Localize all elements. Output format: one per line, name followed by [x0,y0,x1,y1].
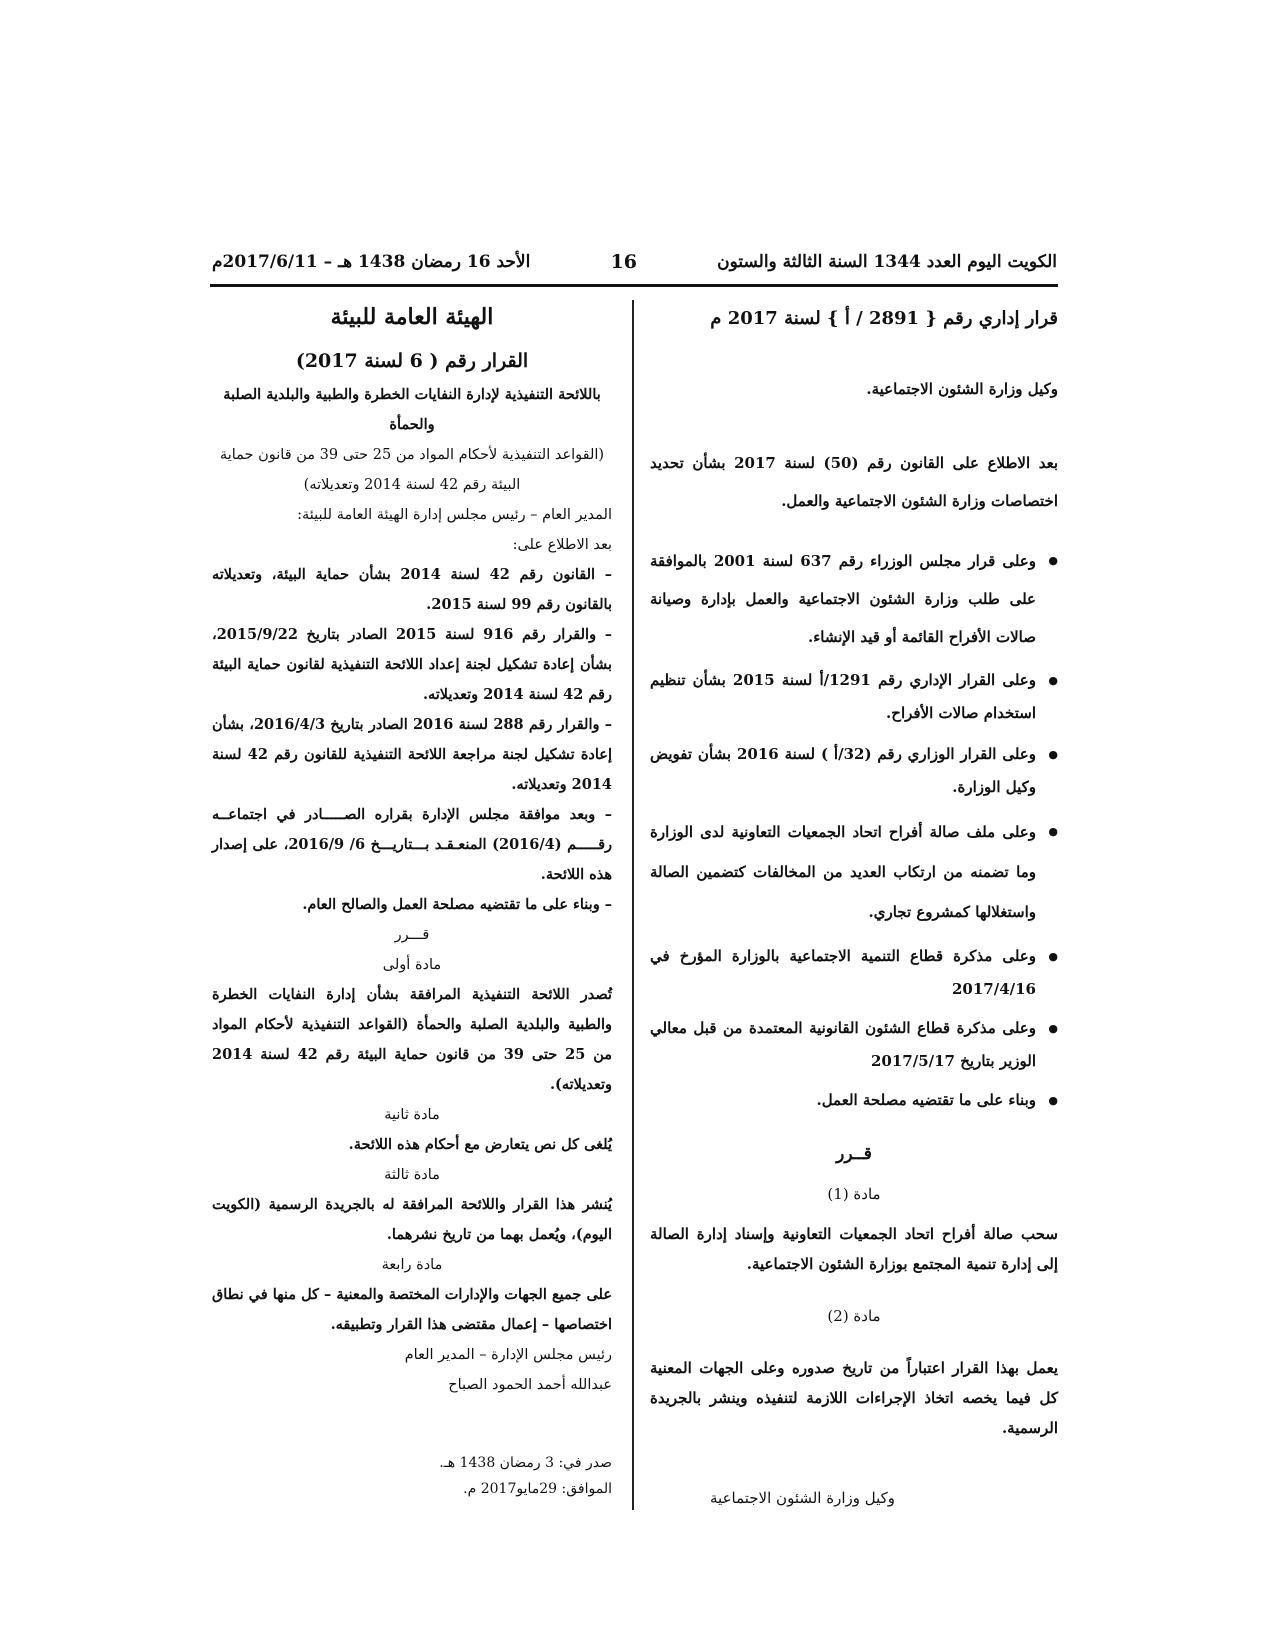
article-2-title: مادة ثانية [384,1107,440,1123]
issued-hijri: صدر في: 3 رمضان 1438 هـ. [439,1455,612,1471]
after-review: بعد الاطلاع على: [512,537,612,553]
column-divider [632,300,634,1510]
article-1-title: مادة (1) [827,1185,881,1203]
issuer-line: المدير العام – رئيس مجلس إدارة الهيئة العامة للبيئة: [297,507,612,523]
decided-heading: قــرر [836,1144,872,1164]
decision-subject: باللائحة التنفيذية لإدارة النفايات الخطرة والطبية والبلدية الصلبة والحمأة [223,386,601,433]
signature: وكيل وزارة الشئون الاجتماعية [710,1489,896,1507]
preamble: بعد الاطلاع على القانون رقم (50) لسنة 2017 بشأن تحديد اختصاصات وزارة الشئون الاجتماعية والعمل. [650,454,1058,510]
left-column [212,300,612,1502]
recital-item: ● وعلى القرار الإداري رقم 1291/أ لسنة 2015 بشأن تنظيم استخدام صالات الأفراح. [650,664,1058,730]
decision-title: قرار إداري رقم { 2891 / أ } لسنة 2017 م [710,308,1058,329]
issued-gregorian: الموافق: 29مايو2017 م. [463,1481,612,1497]
recital-item: ● وعلى القرار الوزاري رقم (32/أ ) لسنة 2016 بشأن تفويض وكيل الوزارة. [650,738,1058,804]
recital-item: ● وعلى مذكرة قطاع التنمية الاجتماعية بالوزارة المؤرخ في 2017/4/16 [650,940,1058,1006]
article-4-title: مادة رابعة [381,1257,443,1273]
recital-item: ● وبناء على ما تقتضيه مصلحة العمل. [650,1084,1058,1117]
issuer-line: وكيل وزارة الشئون الاجتماعية. [866,380,1058,398]
article-2-text: يعمل بهذا القرار اعتباراً من تاريخ صدوره وعلى الجهات المعنية كل فيما يخصه اتخاذ الإجراءات اللازمة لتنفيذه وينشر بالجريدة الرسمية. [650,1359,1058,1437]
recitals-list [650,542,1058,1117]
publication-info: الكويت اليوم العدد 1344 السنة الثالثة والستون [717,252,1057,272]
signatory-name: عبدالله أحمد الحمود الصباح [448,1377,612,1393]
page-number: 16 [610,251,637,273]
article-1-text: تُصدر اللائحة التنفيذية المرافقة بشأن إدارة النفايات الخطرة والطبية والبلدية الصلبة والحمأة (القواعد التنفيذية لأحكام المواد من 25 حتى 39 من قانون حماية البيئة رقم 42 لسنة 2014 وتعديلاته). [212,986,612,1093]
issue-dates [212,1450,612,1502]
decision-subject-note: (القواعد التنفيذية لأحكام المواد من 25 حتى 39 من قانون حماية البيئة رقم 42 لسنة 2014 وتعديلاته) [219,447,605,493]
article-1-text: سحب صالة أفراح اتحاد الجمعيات التعاونية وإسناد إدارة الصالة إلى إدارة تنمية المجتمع بوزارة الشئون الاجتماعية. [650,1225,1058,1273]
recital-item: – والقرار رقم 916 لسنة 2015 الصادر بتاريخ 2015/9/22، بشأن إعادة تشكيل لجنة إعداد اللائحة التنفيذية لقانون حماية البيئة رقم 42 لسنة 2014 وتعديلاته. [212,626,612,703]
article-2-title: مادة (2) [827,1307,881,1325]
article-4-text: على جميع الجهات والإدارات المختصة والمعنية – كل منها في نطاق اختصاصها – إعمال مقتضى هذا القرار وتطبيقه. [212,1286,612,1333]
issue-date: الأحد 16 رمضان 1438 هـ – 2017/6/11م [212,252,531,272]
right-column [650,300,1058,1513]
article-1-title: مادة أولى [382,957,442,973]
header-rule [210,284,1058,287]
recital-item: – وبعد موافقة مجلس الإدارة بقراره الصـــــادر في اجتماعــه رقـــــم (2016/4) المنعـقـد بـــتاريـــخ 6/ 2016/9، على إصدار هذه اللائحة. [212,806,613,883]
recital-item: ● وعلى ملف صالة أفراح اتحاد الجمعيات التعاونية لدى الوزارة وما تضمنه من ارتكاب العديد من المخالفات كتضمين الصالة واستغلالها كمشروع تجاري. [650,812,1058,932]
article-3-title: مادة ثالثة [384,1167,440,1183]
page-header [212,242,1057,282]
article-2-text: يُلغى كل نص يتعارض مع أحكام هذه اللائحة. [348,1136,612,1153]
signatory-title: رئيس مجلس الإدارة – المدير العام [404,1347,612,1363]
organization-title: الهيئة العامة للبيئة [330,304,494,330]
recital-item: – القانون رقم 42 لسنة 2014 بشأن حماية البيئة، وتعديلاته بالقانون رقم 99 لسنة 2015. [212,566,612,613]
recital-item: ● وعلى مذكرة قطاع الشئون القانونية المعتمدة من قبل معالي الوزير بتاريخ 2017/5/17 [650,1012,1058,1078]
decided-heading: قـــرر [394,927,430,943]
recital-item: – وبناء على ما تقتضيه مصلحة العمل والصالح العام. [302,896,612,913]
recital-item: ● وعلى قرار مجلس الوزراء رقم 637 لسنة 2001 بالموافقة على طلب وزارة الشئون الاجتماعية والعمل بإدارة وصيانة صالات الأفراح القائمة أو قيد الإنشاء. [650,542,1058,656]
article-3-text: يُنشر هذا القرار واللائحة المرافقة له بالجريدة الرسمية (الكويت اليوم)، ويُعمل بهما من تاريخ نشرهما. [212,1196,612,1243]
recital-item: – والقرار رقم 288 لسنة 2016 الصادر بتاريخ 2016/4/3، بشأن إعادة تشكيل لجنة مراجعة اللائحة التنفيذية للقانون رقم 42 لسنة 2014 وتعديلاته. [212,716,612,793]
decision-number: القرار رقم ( 6 لسنة 2017) [295,350,529,372]
